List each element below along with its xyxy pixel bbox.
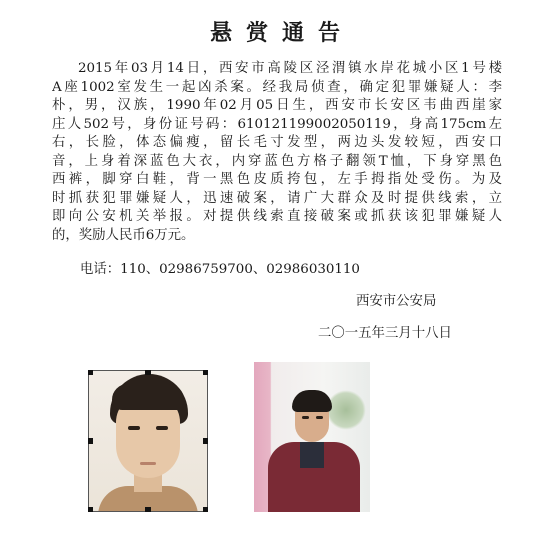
photo-background-plant [326, 390, 366, 430]
body-line: 西裤，脚穿白鞋，背一黑色皮质挎包，左手拇指处受伤。为及 [52, 172, 502, 187]
photo-eye-left [302, 416, 309, 419]
photo-selection-frame [88, 370, 208, 512]
suspect-id-photo [88, 370, 208, 512]
body-line: 音，上身着深蓝色大衣，内穿蓝色方格子翻领T恤，下身穿黑色 [52, 153, 502, 169]
resize-handle [88, 370, 93, 375]
photo-eye-right [316, 416, 323, 419]
body-line: A座1002室发生一起凶杀案。经我局侦查，确定犯罪嫌疑人：李 [52, 79, 502, 95]
body-line: 的，奖励人民币6万元。 [52, 227, 195, 243]
notice-title: 悬赏通告 [209, 20, 354, 46]
body-line: 时抓获犯罪嫌疑人，迅速破案，请广大群众及时提供线索，立 [52, 190, 502, 206]
photo-hair [292, 390, 332, 412]
resize-handle [88, 438, 93, 444]
photo-collar [300, 442, 324, 468]
suspect-selfie-photo [254, 362, 370, 512]
body-line: 右，长脸，体态偏瘦，留长毛寸发型，两边头发较短，西安口 [52, 135, 502, 150]
body-line: 2015年03月14日，西安市高陵区泾渭镇水岸花城小区1号楼 [78, 61, 502, 76]
body-line: 即向公安机关举报。对提供线索直接破案或抓获该犯罪嫌疑人 [52, 209, 502, 224]
issuer: 西安市公安局 [356, 294, 437, 309]
resize-handle [203, 438, 208, 444]
resize-handle [145, 370, 151, 375]
resize-handle [203, 507, 208, 512]
resize-handle [145, 507, 151, 512]
body-line: 庄人502号，身份证号码：610121199002050119，身高175cm左 [52, 116, 502, 132]
issue-date: 二〇一五年三月十八日 [318, 326, 452, 341]
notice-body [52, 60, 502, 245]
resize-handle [88, 507, 93, 512]
contact-phone: 电话：110、02986759700、02986030110 [80, 262, 360, 277]
body-line: 朴，男，汉族，1990年02月05日生，西安市长安区韦曲西崖家 [52, 98, 502, 113]
resize-handle [203, 370, 208, 375]
